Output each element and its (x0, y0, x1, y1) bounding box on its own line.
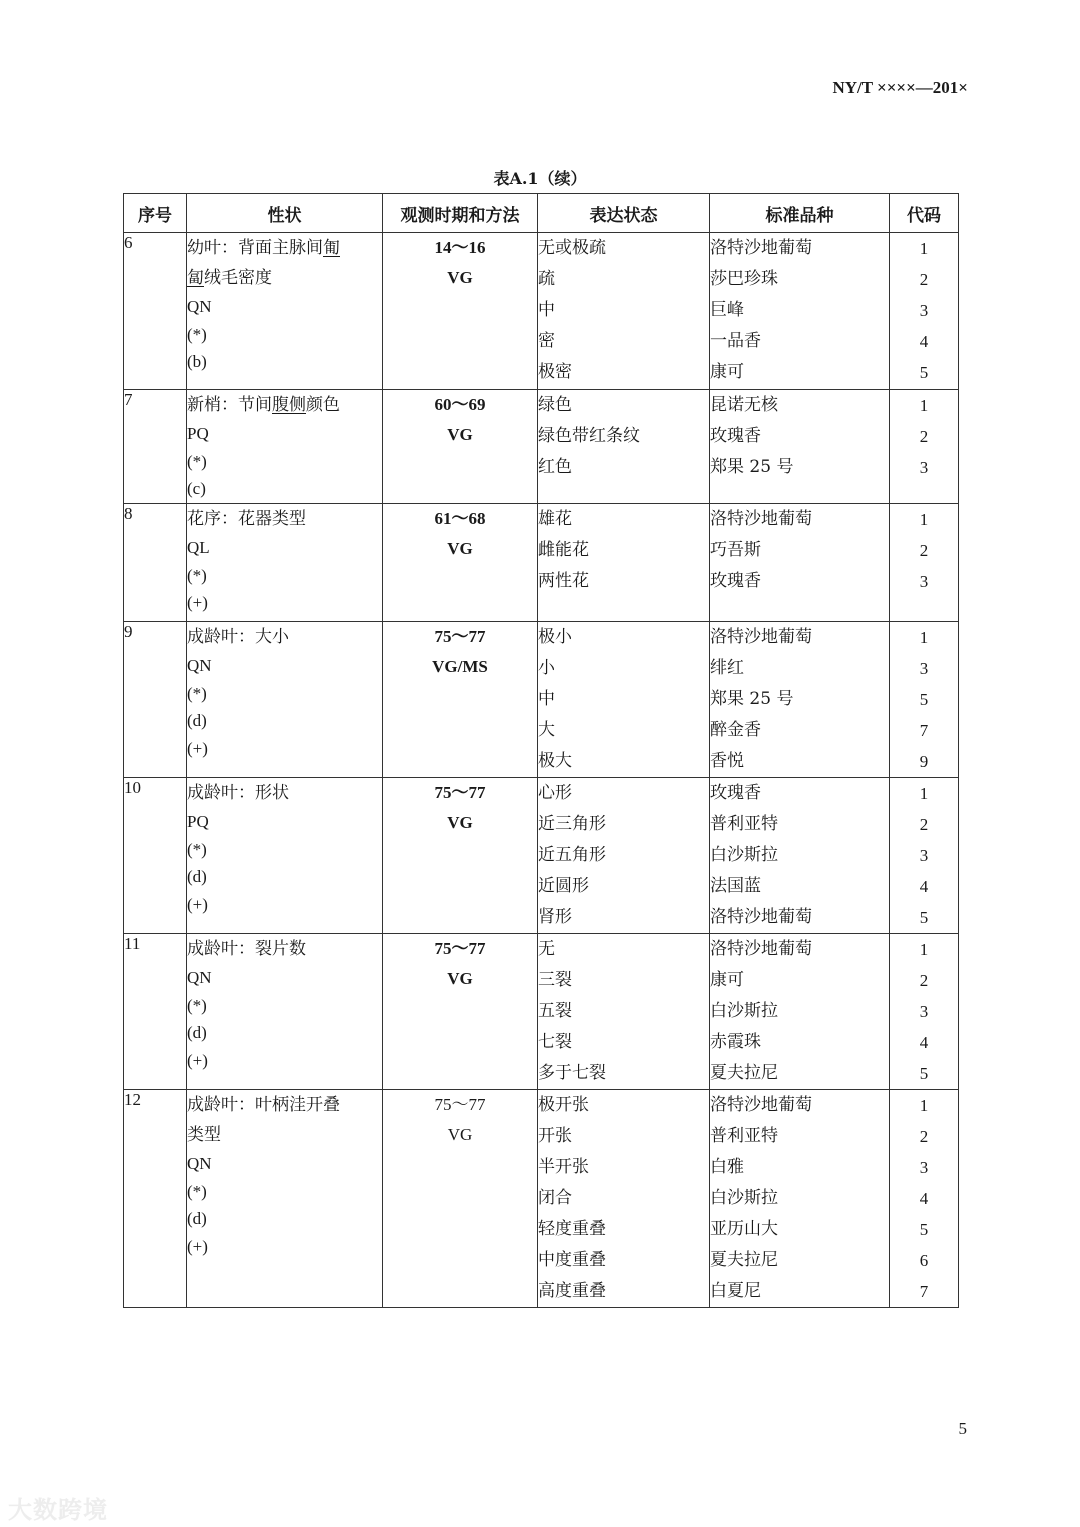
trait-name: 花序：花器类型 (187, 509, 306, 529)
trait-tag: PQ (187, 424, 209, 443)
trait-cell (187, 390, 383, 504)
row-number: 7 (124, 390, 187, 504)
col-header-no: 序号 (124, 194, 187, 233)
characteristics-table (123, 193, 959, 1308)
trait-tag: (d) (187, 1023, 207, 1042)
col-header-state: 表达状态 (538, 194, 710, 233)
trait-name: 成龄叶：叶柄洼开叠 类型 (187, 1095, 340, 1145)
state-cell: 雄花 雌能花 两性花 (538, 504, 710, 622)
variety-cell: 洛特沙地葡萄 巧吾斯 玫瑰香 (710, 504, 890, 622)
row-number: 10 (124, 778, 187, 934)
trait-tag: (b) (187, 352, 207, 371)
code-cell: 1 2 3 (890, 390, 959, 504)
code-cell: 1 2 3 (890, 504, 959, 622)
table-row (124, 622, 959, 778)
trait-tag: (d) (187, 711, 207, 730)
trait-name: 幼叶：背面主脉间匍 匐绒毛密度 (187, 238, 340, 288)
period-cell: 75～77 VG/MS (383, 622, 538, 778)
trait-tag: (+) (187, 1236, 208, 1256)
variety-cell: 洛特沙地葡萄 普利亚特 白雅 白沙斯拉 亚历山大 夏夫拉尼 白夏尼 (710, 1090, 890, 1308)
table-row (124, 390, 959, 504)
code-cell: 1 2 3 4 5 6 7 (890, 1090, 959, 1308)
watermark: 大数跨境 (8, 1496, 108, 1524)
table-header-row (124, 194, 959, 233)
state-cell: 绿色 绿色带红条纹 红色 (538, 390, 710, 504)
trait-tag: (*) (187, 324, 207, 344)
code-cell: 1 2 3 4 5 (890, 934, 959, 1090)
trait-tag: QN (187, 968, 212, 987)
trait-tag: (d) (187, 1209, 207, 1228)
state-cell: 极开张 开张 半开张 闭合 轻度重叠 中度重叠 高度重叠 (538, 1090, 710, 1308)
variety-cell: 洛特沙地葡萄 莎巴珍珠 巨峰 一品香 康可 (710, 233, 890, 390)
trait-tag: (*) (187, 683, 207, 703)
trait-tag: (*) (187, 1181, 207, 1201)
row-number: 8 (124, 504, 187, 622)
trait-tag: QN (187, 297, 212, 316)
state-cell: 无 三裂 五裂 七裂 多于七裂 (538, 934, 710, 1090)
trait-tag: (+) (187, 593, 208, 612)
trait-tag: (*) (187, 565, 207, 585)
row-number: 12 (124, 1090, 187, 1308)
col-header-variety: 标准品种 (710, 194, 890, 233)
trait-tag: (+) (187, 738, 208, 758)
trait-name: 新梢：节间腹侧颜色 (187, 395, 340, 415)
row-number: 6 (124, 233, 187, 390)
variety-cell: 玫瑰香 普利亚特 白沙斯拉 法国蓝 洛特沙地葡萄 (710, 778, 890, 934)
table-caption: 表A.1（续） (493, 169, 587, 188)
trait-name: 成龄叶：裂片数 (187, 939, 306, 959)
code-cell: 1 2 3 4 5 (890, 233, 959, 390)
period-cell: 60～69 VG (383, 390, 538, 504)
variety-cell: 昆诺无核 玫瑰香 郑果 25 号 (710, 390, 890, 504)
trait-cell (187, 778, 383, 934)
trait-tag: QN (187, 656, 212, 675)
trait-tag: PQ (187, 812, 209, 831)
period-cell: 61～68 VG (383, 504, 538, 622)
row-number: 9 (124, 622, 187, 778)
state-cell: 极小 小 中 大 极大 (538, 622, 710, 778)
table-row (124, 934, 959, 1090)
trait-cell (187, 934, 383, 1090)
period-cell: 14～16 VG (383, 233, 538, 390)
trait-cell (187, 1090, 383, 1308)
trait-cell (187, 504, 383, 622)
trait-tag: (c) (187, 479, 206, 498)
period-cell: 75～77 VG (383, 778, 538, 934)
trait-tag: (d) (187, 867, 207, 886)
trait-tag: QN (187, 1154, 212, 1173)
variety-cell: 洛特沙地葡萄 康可 白沙斯拉 赤霞珠 夏夫拉尼 (710, 934, 890, 1090)
trait-cell (187, 233, 383, 390)
col-header-code: 代码 (890, 194, 959, 233)
period-cell: 75～77 VG (383, 934, 538, 1090)
trait-tag: (+) (187, 1050, 208, 1070)
state-cell: 无或极疏 疏 中 密 极密 (538, 233, 710, 390)
table-row (124, 1090, 959, 1308)
table-row (124, 504, 959, 622)
row-number: 11 (124, 934, 187, 1090)
trait-cell (187, 622, 383, 778)
trait-tag: (*) (187, 995, 207, 1015)
period-cell: 75～77 VG (383, 1090, 538, 1308)
trait-tag: (*) (187, 451, 207, 471)
state-cell: 心形 近三角形 近五角形 近圆形 肾形 (538, 778, 710, 934)
trait-tag: QL (187, 538, 210, 557)
page-number: 5 (958, 1419, 967, 1438)
code-cell: 1 3 5 7 9 (890, 622, 959, 778)
trait-name: 成龄叶：形状 (187, 783, 289, 803)
table-row (124, 778, 959, 934)
trait-tag: (*) (187, 839, 207, 859)
col-header-period: 观测时期和方法 (383, 194, 538, 233)
table-row (124, 233, 959, 390)
code-cell: 1 2 3 4 5 (890, 778, 959, 934)
variety-cell: 洛特沙地葡萄 绯红 郑果 25 号 醉金香 香悦 (710, 622, 890, 778)
document-code: NY/T ××××—201× (832, 78, 968, 97)
trait-tag: (+) (187, 894, 208, 914)
col-header-trait: 性状 (187, 194, 383, 233)
trait-name: 成龄叶：大小 (187, 627, 289, 647)
